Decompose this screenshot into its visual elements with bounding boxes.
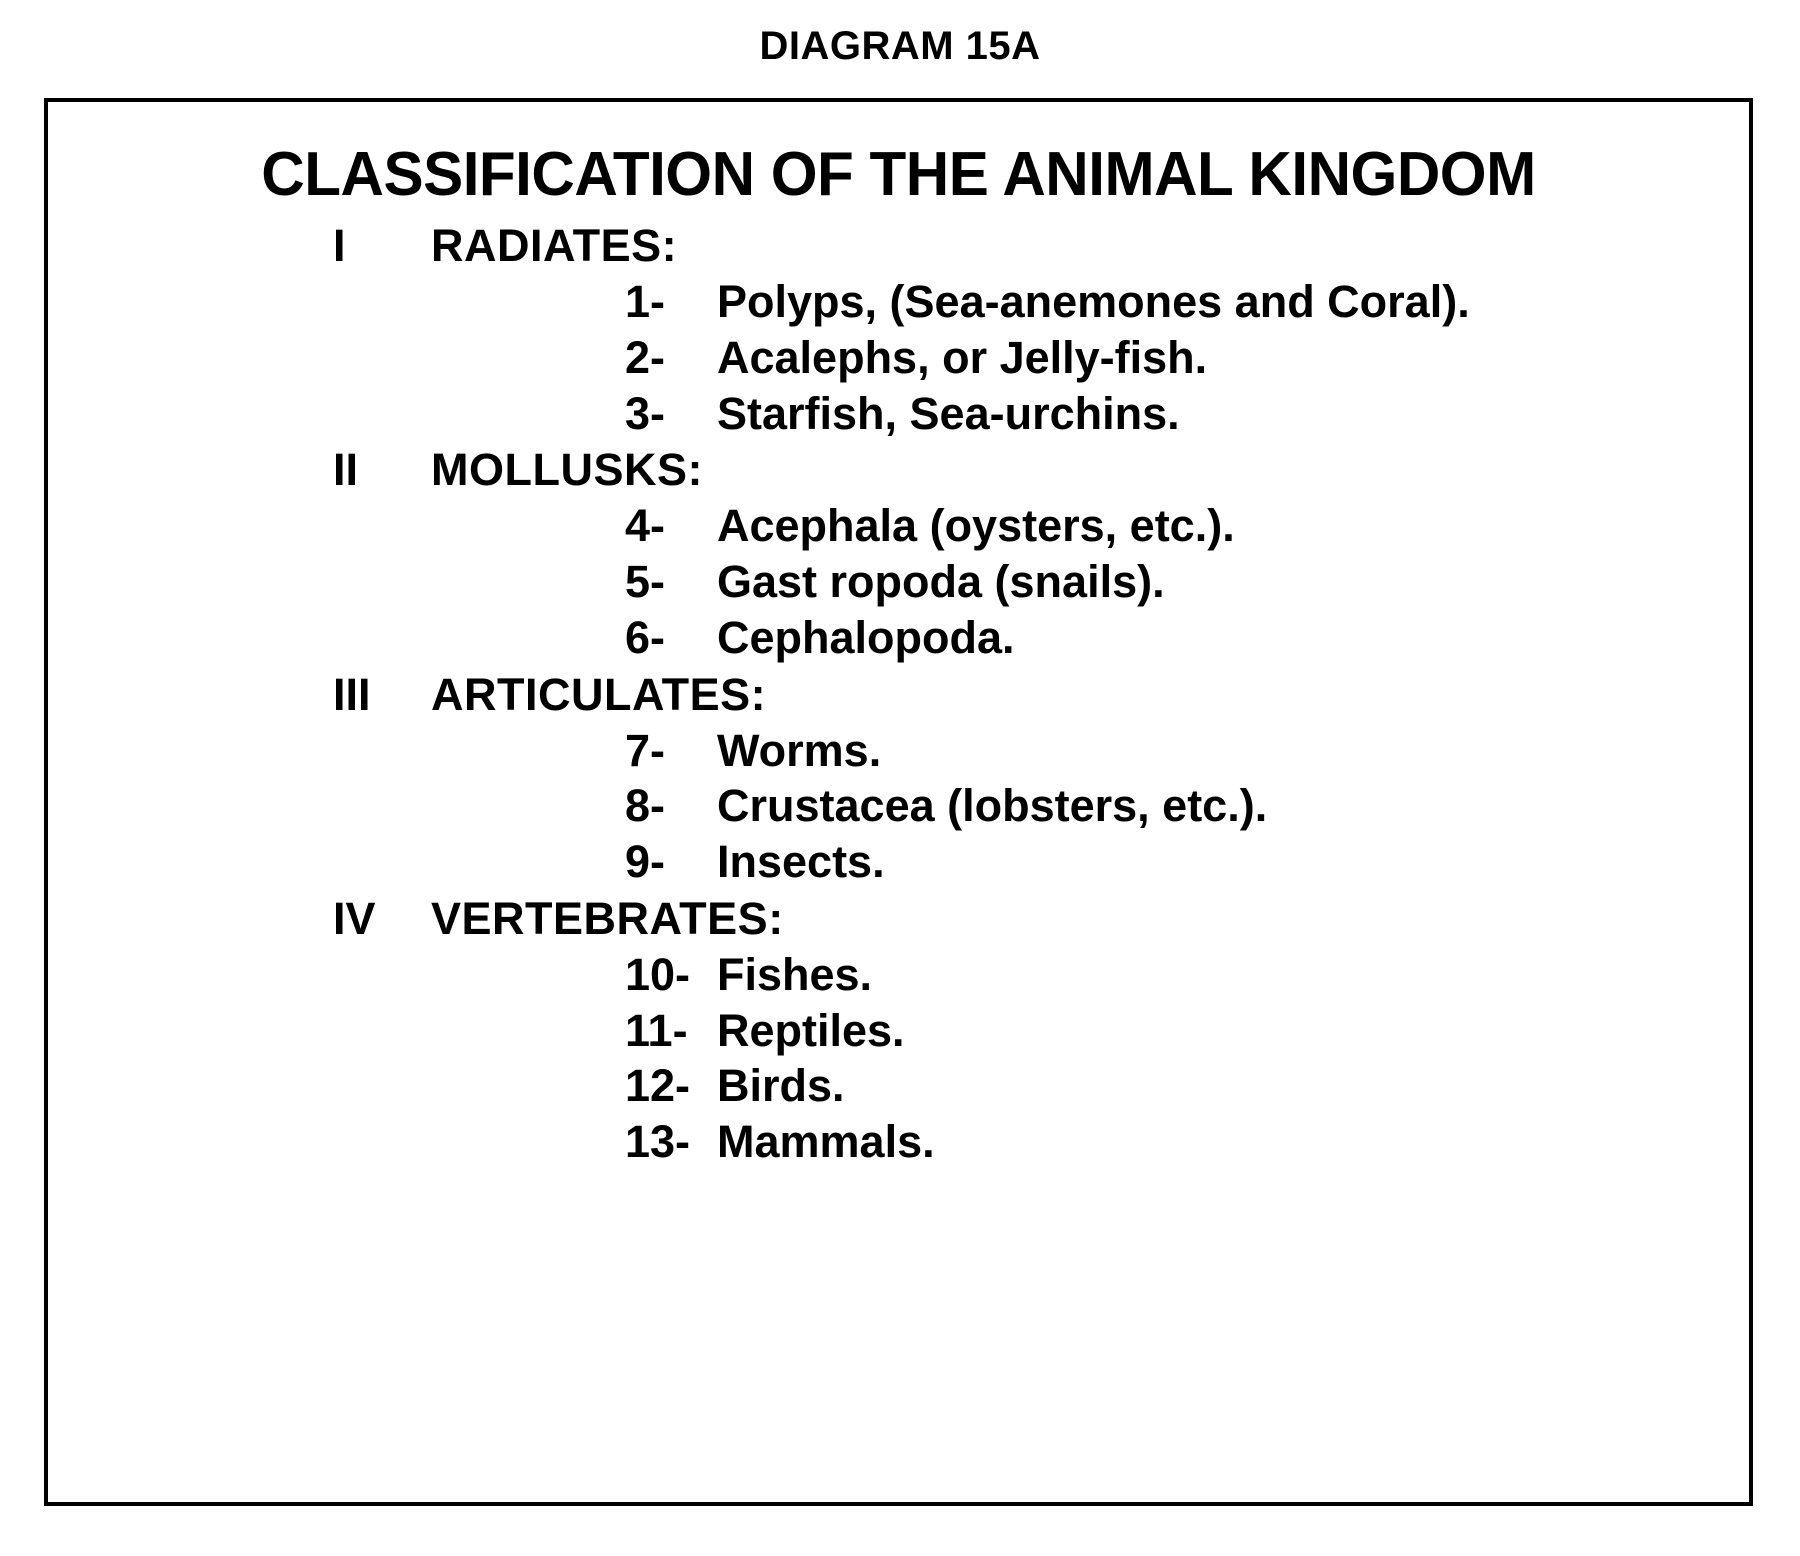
list-item-label: Fishes. (717, 948, 873, 1000)
list-item-number: 4- (625, 500, 666, 552)
group-mollusks (48, 443, 1749, 665)
diagram-caption (0, 0, 1800, 66)
group-label: ARTICULATES: (431, 668, 767, 720)
list-item (48, 274, 1749, 330)
list-item-label: Acephala (oysters, etc.). (717, 500, 1235, 552)
list-item (48, 1114, 1749, 1170)
list-item (48, 554, 1749, 610)
list-item-label: Gast ropoda (snails). (717, 556, 1165, 608)
group-radiates (48, 219, 1749, 441)
group-label: MOLLUSKS: (431, 444, 703, 496)
list-item-number: 9- (625, 836, 666, 888)
group-heading (48, 668, 1749, 723)
list-item-label: Birds. (717, 1060, 845, 1112)
group-label: RADIATES: (431, 220, 678, 272)
list-item (48, 723, 1749, 779)
list-item-number: 7- (625, 724, 666, 776)
list-item-label: Crustacea (lobsters, etc.). (717, 780, 1268, 832)
list-item (48, 386, 1749, 442)
list-item-label: Starfish, Sea-urchins. (717, 387, 1180, 439)
group-heading (48, 219, 1749, 274)
list-item-label: Polyps, (Sea-anemones and Coral). (717, 275, 1470, 327)
group-heading (48, 443, 1749, 498)
group-item-list (48, 947, 1749, 1170)
list-item-label: Worms. (717, 724, 882, 776)
list-item-number: 2- (625, 331, 666, 383)
group-numeral: IV (333, 892, 376, 944)
group-item-list (48, 723, 1749, 890)
list-item (48, 498, 1749, 554)
list-item-label: Acalephs, or Jelly-fish. (717, 331, 1208, 383)
list-item-label: Cephalopoda. (717, 611, 1015, 663)
list-item (48, 1003, 1749, 1059)
group-item-list (48, 498, 1749, 665)
list-item-number: 3- (625, 387, 666, 439)
page-title: CLASSIFICATION OF THE ANIMAL KINGDOM (261, 140, 1536, 209)
list-item (48, 778, 1749, 834)
list-item-number: 13- (625, 1116, 691, 1168)
diagram-frame (44, 98, 1753, 1506)
list-item (48, 947, 1749, 1003)
list-item (48, 330, 1749, 386)
diagram-caption-suffix: A (1011, 24, 1041, 68)
list-item-number: 10- (625, 948, 691, 1000)
list-item (48, 834, 1749, 890)
group-articulates (48, 668, 1749, 890)
list-item-number: 5- (625, 556, 666, 608)
group-numeral: I (333, 220, 346, 272)
list-item-number: 12- (625, 1060, 691, 1112)
list-item-number: 8- (625, 780, 666, 832)
list-item-number: 6- (625, 611, 666, 663)
group-numeral: II (333, 444, 359, 496)
group-vertebrates (48, 892, 1749, 1170)
list-item-label: Mammals. (717, 1116, 935, 1168)
list-item-label: Insects. (717, 836, 885, 888)
list-item-number: 1- (625, 275, 666, 327)
group-label: VERTEBRATES: (431, 892, 784, 944)
group-numeral: III (333, 668, 371, 720)
diagram-caption-main: DIAGRAM 15 (759, 24, 1012, 68)
group-item-list (48, 274, 1749, 441)
list-item (48, 1058, 1749, 1114)
list-item-number: 11- (625, 1004, 688, 1056)
group-heading (48, 892, 1749, 947)
list-item (48, 610, 1749, 666)
list-item-label: Reptiles. (717, 1004, 905, 1056)
